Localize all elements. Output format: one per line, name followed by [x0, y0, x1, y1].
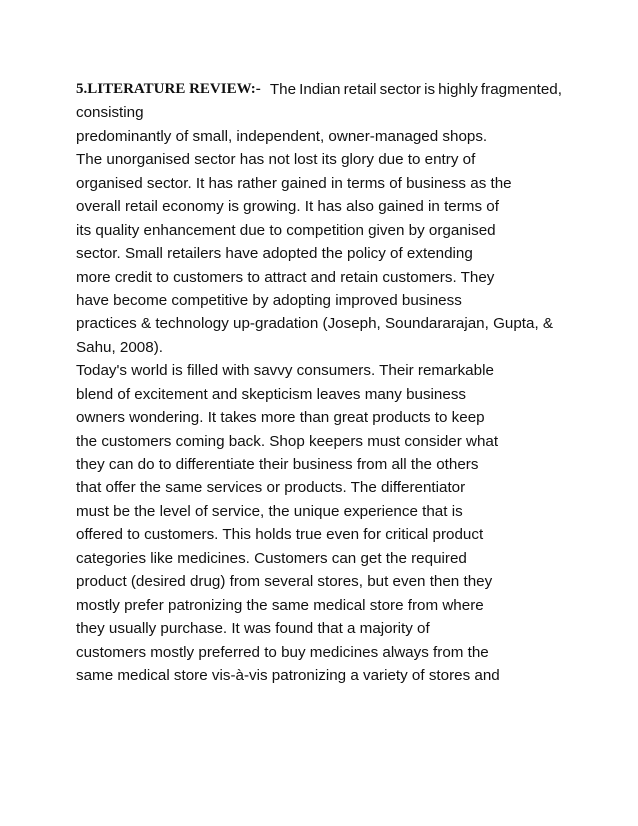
- first-line-word: is: [424, 81, 436, 98]
- text-line: predominantly of small, independent, owner-managed shops.: [76, 127, 488, 145]
- text-line: blend of excitement and skepticism leaves many business: [76, 385, 467, 403]
- text-line: practices & technology up-gradation (Joseph, Soundararajan, Gupta, &: [76, 315, 554, 333]
- text-line: overall retail economy is growing. It has also gained in terms of: [76, 198, 499, 216]
- first-line-word: fragmented,: [480, 81, 562, 98]
- text-line: that offer the same services or products. The differentiator: [76, 479, 466, 497]
- text-line: its quality enhancement due to competition given by organised: [76, 221, 496, 239]
- text-line: offered to customers. This holds true even for critical product: [76, 526, 484, 544]
- first-line-word: sector: [379, 81, 421, 98]
- text-line: they can do to differentiate their business from all the others: [76, 456, 479, 473]
- first-line-word: Indian: [299, 81, 341, 98]
- first-line-word: retail: [343, 81, 377, 98]
- text-line: Today's world is filled with savvy consumers. Their remarkable: [76, 362, 494, 380]
- text-line: consisting: [76, 104, 144, 122]
- text-line: The unorganised sector has not lost its glory due to entry of: [76, 151, 476, 169]
- literature-review-section: [76, 78, 566, 687]
- first-line: [76, 78, 562, 101]
- section-heading: 5.LITERATURE REVIEW:-: [76, 81, 261, 97]
- text-line: they usually purchase. It was found that a majority of: [76, 620, 430, 638]
- text-line: sector. Small retailers have adopted the policy of extending: [76, 245, 473, 263]
- first-line-word: The: [269, 81, 297, 98]
- text-line: same medical store vis-à-vis patronizing a variety of stores and: [76, 666, 500, 684]
- text-line: the customers coming back. Shop keepers must consider what: [76, 432, 499, 450]
- text-line: categories like medicines. Customers can get the required: [76, 549, 467, 567]
- text-line: have become competitive by adopting improved business: [76, 291, 462, 309]
- first-line-word: highly: [438, 81, 478, 98]
- text-line: owners wondering. It takes more than great products to keep: [76, 409, 485, 427]
- text-line: organised sector. It has rather gained in terms of business as the: [76, 174, 512, 192]
- text-line: customers mostly preferred to buy medicines always from the: [76, 643, 489, 661]
- text-line: more credit to customers to attract and retain customers. They: [76, 268, 495, 286]
- text-line: mostly prefer patronizing the same medical store from where: [76, 596, 484, 614]
- text-line: product (desired drug) from several stores, but even then they: [76, 573, 493, 591]
- text-line: must be the level of service, the unique experience that is: [76, 502, 463, 520]
- text-line: Sahu, 2008).: [76, 338, 163, 356]
